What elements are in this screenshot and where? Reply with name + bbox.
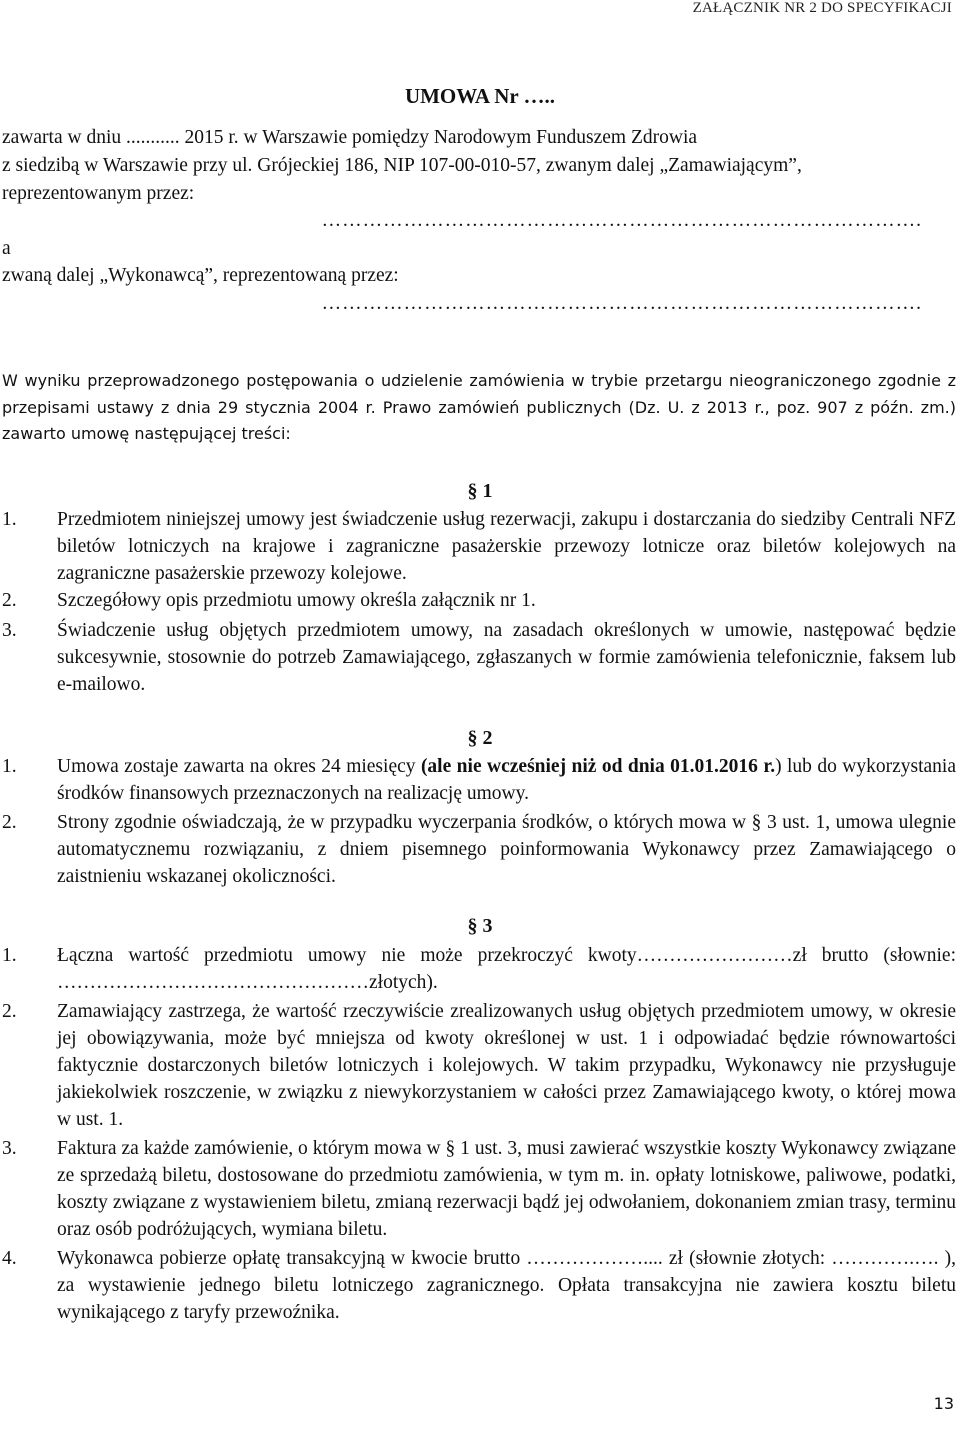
section-2-item-1: 1. Umowa zostaje zawarta na okres 24 miesięcy (ale nie wcześniej niż od dnia 01.01.2016 r.) lub do wykorzystania środków finansowych przeznaczonych na realizację umowy. <box>2 756 956 804</box>
section-1-item-1: 1. Przedmiotem niniejszej umowy jest świadczenie usług rezerwacji, zakupu i dostarczania do siedziby Centrali NFZ biletów lotniczych na krajowe i zagraniczne pasażerskie przewozy lotnicze oraz biletów kolejowych na zagraniczne pasażerskie przewozy kolejowe. <box>2 509 956 584</box>
section-2-body <box>2 753 956 890</box>
representative-dots-1: ……………………………………………………………………………. <box>321 210 922 231</box>
section-3-item-4: 4. Wykonawca pobierze opłatę transakcyjną w kwocie brutto ……………….... zł (słownie złotych: ………….…. ), za wystawienie jednego biletu lotniczego zagranicznego. Opłata transakcyjna nie zawiera kosztu biletu wynikającego z taryfy przewoźnika. <box>2 1248 956 1323</box>
representative-dots-2: ……………………………………………………………………………. <box>321 293 922 314</box>
section-3-item-1: 1. Łączna wartość przedmiotu umowy nie może przekroczyć kwoty……………………zł brutto (słownie: …………………………………………złotych). <box>2 945 956 993</box>
section-3-item-3: 3. Faktura za każde zamówienie, o którym mowa w § 1 ust. 3, musi zawierać wszystkie koszty Wykonawcy związane ze sprzedażą biletu, dostosowane do przedmiotu zamówienia, w tym m. in. opłaty lotniskowe, paliwowe, podatki, koszty związane z wystawieniem biletu, zmianą rezerwacji bądź jej odwołaniem, dokonaniem zmian trasy, terminu oraz osób podróżujących, wymiana biletu. <box>2 1138 956 1240</box>
preamble: W wyniku przeprowadzonego postępowania o udzielenie zamówienia w trybie przetargu nieograniczonego zgodnie z przepisami ustawy z dnia 29 stycznia 2004 r. Prawo zamówień publicznych (Dz. U. z 2013 r., poz. 907 z późn. zm.) zawarto umowę następującej treści: <box>2 371 956 443</box>
intro-a: a <box>2 238 11 259</box>
section-2-heading: § 2 <box>467 727 493 749</box>
section-1-body <box>2 506 956 698</box>
section-2-item-2: 2. Strony zgodnie oświadczają, że w przypadku wyczerpania środków, o których mowa w § 3 ust. 1, umowa ulegnie automatycznemu rozwiązaniu, z dniem pisemnego poinformowania Wykonawcy przez Zamawiającego o zaistnieniu wskazanej okoliczności. <box>2 812 956 887</box>
intro-line-2: z siedzibą w Warszawie przy ul. Grójeckiej 186, NIP 107-00-010-57, zwanym dalej „Zamawiającym”, <box>2 155 802 176</box>
attachment-header: ZAŁĄCZNIK NR 2 DO SPECYFIKACJI <box>692 0 952 16</box>
section-1-heading: § 1 <box>467 480 493 502</box>
page-number: 13 <box>933 1394 954 1413</box>
section-3-item-2: 2. Zamawiający zastrzega, że wartość rzeczywiście zrealizowanych usług objętych przedmiotem umowy, w okresie jej obowiązywania, może być mniejsza od kwoty określonej w ust. 1 i odpowiadać będzie równowartości faktycznie dostarczonych biletów lotniczych i kolejowych. W takim przypadku, Wykonawcy nie przysługuje jakiekolwiek roszczenie, w związku z niewykorzystaniem w całości przez Zamawiającego kwoty, o której mowa w ust. 1. <box>2 1001 956 1130</box>
section-1-item-2: 2. Szczegółowy opis przedmiotu umowy określa załącznik nr 1. <box>2 590 536 611</box>
contract-title: UMOWA Nr ….. <box>404 84 556 108</box>
section-3-heading: § 3 <box>467 915 493 937</box>
section-3-body <box>2 942 956 1326</box>
intro-line-1: zawarta w dniu ........... 2015 r. w Warszawie pomiędzy Narodowym Funduszem Zdrowia <box>2 127 698 148</box>
section-1-item-3: 3. Świadczenie usług objętych przedmiotem umowy, na zasadach określonych w umowie, następować będzie sukcesywnie, stosownie do potrzeb Zamawiającego, zgłaszanych w formie zamówienia telefonicznie, faksem lub e-mailowo. <box>2 620 956 695</box>
intro-line-3: reprezentowanym przez: <box>2 183 195 204</box>
intro-line-4: zwaną dalej „Wykonawcą”, reprezentowaną przez: <box>2 265 399 286</box>
